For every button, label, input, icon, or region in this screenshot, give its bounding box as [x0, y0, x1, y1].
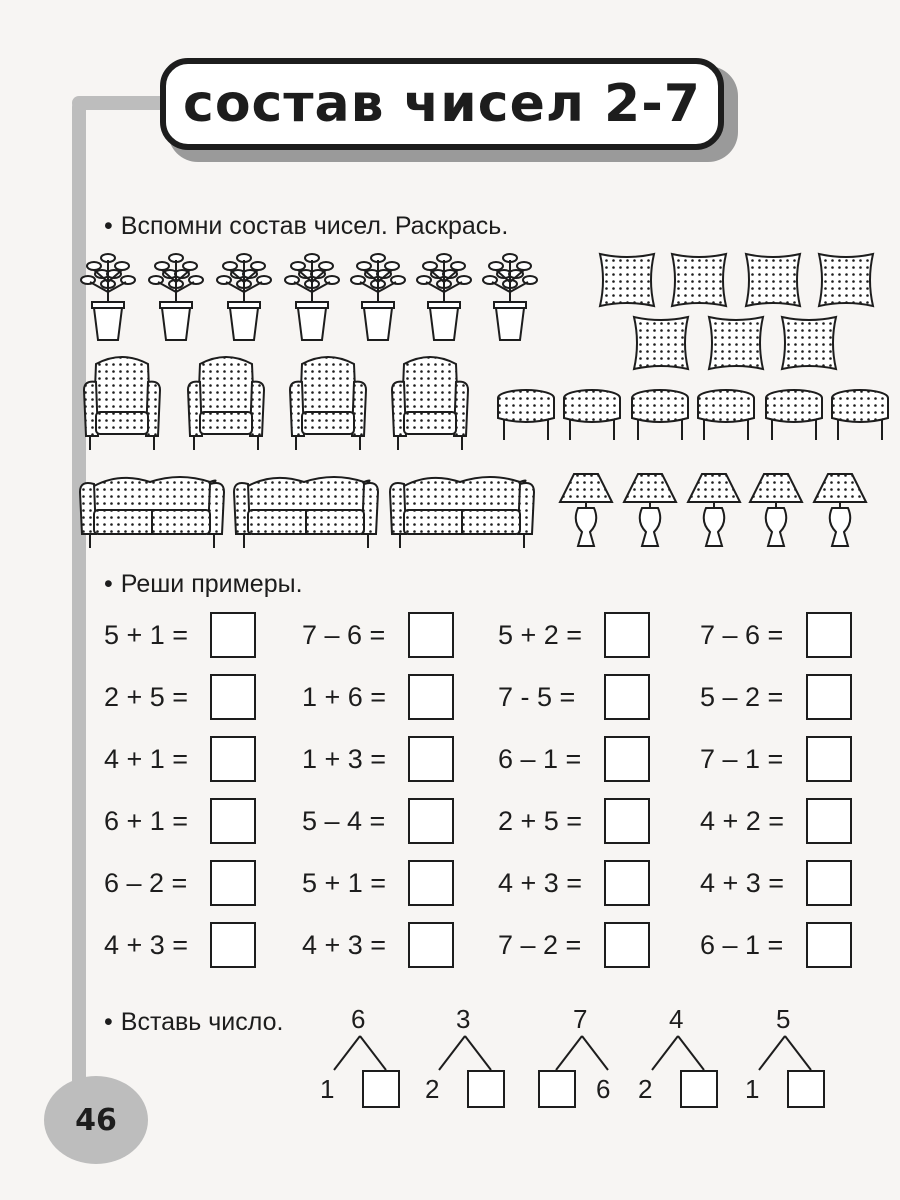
- potted-plant[interactable]: [217, 254, 271, 340]
- bullet-icon: •: [104, 212, 113, 240]
- example-expression: 4 + 2 =: [700, 805, 785, 836]
- example-cell: [302, 798, 454, 844]
- bond-right-box[interactable]: [362, 1070, 400, 1108]
- example-expression: 5 – 4 =: [302, 805, 386, 836]
- example-cell: [302, 612, 454, 658]
- example-cell: [700, 798, 852, 844]
- example-cell: [302, 736, 454, 782]
- table-lamp[interactable]: [814, 474, 866, 546]
- answer-box[interactable]: [806, 674, 852, 720]
- ottoman[interactable]: [698, 390, 754, 440]
- bond-top-number: 6: [351, 1004, 366, 1034]
- bond-left-number: 2: [425, 1074, 440, 1104]
- answer-box[interactable]: [210, 922, 256, 968]
- answer-box[interactable]: [604, 860, 650, 906]
- example-cell: [498, 736, 650, 782]
- bond-branches: [638, 1034, 718, 1074]
- example-cell: [302, 674, 454, 720]
- bond-right-box[interactable]: [680, 1070, 718, 1108]
- ottoman[interactable]: [766, 390, 822, 440]
- answer-box[interactable]: [604, 798, 650, 844]
- sofa[interactable]: [234, 477, 378, 548]
- potted-plant[interactable]: [285, 254, 339, 340]
- section-insert-heading: [104, 1008, 283, 1037]
- bond-right-box[interactable]: [787, 1070, 825, 1108]
- example-expression: 2 + 5 =: [498, 805, 583, 836]
- sofa[interactable]: [390, 477, 534, 548]
- bond-branches: [542, 1034, 622, 1074]
- example-cell: [104, 798, 256, 844]
- bond-left-number: 2: [638, 1074, 653, 1104]
- example-cell: [498, 798, 650, 844]
- answer-box[interactable]: [806, 798, 852, 844]
- answer-box[interactable]: [210, 612, 256, 658]
- bond-top-number: 5: [776, 1004, 791, 1034]
- armchair[interactable]: [188, 357, 264, 450]
- example-expression: 7 – 6 =: [700, 619, 784, 650]
- pillow[interactable]: [782, 317, 836, 369]
- answer-box[interactable]: [408, 736, 454, 782]
- example-cell: [700, 612, 852, 658]
- pillow[interactable]: [634, 317, 688, 369]
- answer-box[interactable]: [210, 736, 256, 782]
- bond-top-number: 3: [456, 1004, 471, 1034]
- armchair[interactable]: [290, 357, 366, 450]
- example-cell: [700, 736, 852, 782]
- answer-box[interactable]: [806, 736, 852, 782]
- answer-box[interactable]: [604, 736, 650, 782]
- answer-box[interactable]: [806, 860, 852, 906]
- answer-box[interactable]: [806, 922, 852, 968]
- example-expression: 1 + 3 =: [302, 743, 387, 774]
- bond-left-number: 1: [745, 1074, 760, 1104]
- example-cell: [700, 922, 852, 968]
- ottoman[interactable]: [564, 390, 620, 440]
- answer-box[interactable]: [408, 860, 454, 906]
- ottoman[interactable]: [832, 390, 888, 440]
- example-expression: 6 + 1 =: [104, 805, 189, 836]
- armchair[interactable]: [392, 357, 468, 450]
- example-cell: [104, 612, 256, 658]
- bond-left-number: 1: [320, 1074, 335, 1104]
- example-cell: [302, 860, 454, 906]
- table-lamp[interactable]: [688, 474, 740, 546]
- bond-top-number: 4: [669, 1004, 684, 1034]
- ottoman[interactable]: [498, 390, 554, 440]
- example-expression: 2 + 5 =: [104, 681, 189, 712]
- pillow[interactable]: [672, 254, 726, 306]
- section-examples-heading: [104, 570, 303, 599]
- page-number: 46: [75, 1102, 117, 1138]
- example-expression: 7 – 1 =: [700, 743, 784, 774]
- bond-branches: [745, 1034, 825, 1074]
- potted-plant[interactable]: [417, 254, 471, 340]
- answer-box[interactable]: [408, 922, 454, 968]
- table-lamp[interactable]: [560, 474, 612, 546]
- example-cell: [104, 674, 256, 720]
- ottoman[interactable]: [632, 390, 688, 440]
- pillow[interactable]: [746, 254, 800, 306]
- example-cell: [104, 922, 256, 968]
- example-cell: [498, 612, 650, 658]
- sofa[interactable]: [80, 477, 224, 548]
- example-cell: [104, 736, 256, 782]
- potted-plant[interactable]: [483, 254, 537, 340]
- armchair[interactable]: [84, 357, 160, 450]
- pillow[interactable]: [600, 254, 654, 306]
- answer-box[interactable]: [604, 612, 650, 658]
- answer-box[interactable]: [408, 798, 454, 844]
- example-expression: 4 + 3 =: [302, 929, 387, 960]
- insert-instruction: Вставь число.: [120, 1008, 284, 1036]
- page-title: состав чисел 2-7: [183, 74, 701, 134]
- example-expression: 6 – 1 =: [498, 743, 582, 774]
- answer-box[interactable]: [806, 612, 852, 658]
- bond-branches: [425, 1034, 505, 1074]
- example-expression: 7 - 5 =: [498, 681, 576, 712]
- potted-plant[interactable]: [149, 254, 203, 340]
- example-expression: 4 + 3 =: [700, 867, 785, 898]
- answer-box[interactable]: [210, 860, 256, 906]
- example-expression: 5 + 1 =: [104, 619, 189, 650]
- answer-box[interactable]: [408, 612, 454, 658]
- bond-left-box[interactable]: [538, 1070, 576, 1108]
- bond-top-number: 7: [573, 1004, 588, 1034]
- table-lamp[interactable]: [750, 474, 802, 546]
- bond-branches: [320, 1034, 400, 1074]
- example-cell: [498, 922, 650, 968]
- answer-box[interactable]: [604, 674, 650, 720]
- example-expression: 4 + 1 =: [104, 743, 189, 774]
- example-cell: [104, 860, 256, 906]
- bullet-icon: •: [104, 570, 113, 598]
- example-cell: [700, 860, 852, 906]
- example-cell: [498, 860, 650, 906]
- examples-instruction: Реши примеры.: [120, 570, 303, 598]
- table-lamp[interactable]: [624, 474, 676, 546]
- pillow[interactable]: [709, 317, 763, 369]
- potted-plant[interactable]: [351, 254, 405, 340]
- answer-box[interactable]: [210, 798, 256, 844]
- example-cell: [498, 674, 650, 720]
- potted-plant[interactable]: [81, 254, 135, 340]
- example-expression: 6 – 1 =: [700, 929, 784, 960]
- example-expression: 1 + 6 =: [302, 681, 387, 712]
- coloring-instruction: Вспомни состав чисел. Раскрась.: [120, 212, 509, 240]
- example-cell: [700, 674, 852, 720]
- example-expression: 4 + 3 =: [104, 929, 189, 960]
- example-expression: 5 + 2 =: [498, 619, 583, 650]
- answer-box[interactable]: [604, 922, 650, 968]
- pillow[interactable]: [819, 254, 873, 306]
- example-expression: 6 – 2 =: [104, 867, 188, 898]
- answer-box[interactable]: [210, 674, 256, 720]
- bond-right-number: 6: [596, 1074, 611, 1104]
- example-expression: 5 + 1 =: [302, 867, 387, 898]
- answer-box[interactable]: [408, 674, 454, 720]
- example-cell: [302, 922, 454, 968]
- bond-right-box[interactable]: [467, 1070, 505, 1108]
- example-expression: 4 + 3 =: [498, 867, 583, 898]
- bullet-icon: •: [104, 1008, 113, 1036]
- example-expression: 7 – 6 =: [302, 619, 386, 650]
- example-expression: 5 – 2 =: [700, 681, 784, 712]
- example-expression: 7 – 2 =: [498, 929, 582, 960]
